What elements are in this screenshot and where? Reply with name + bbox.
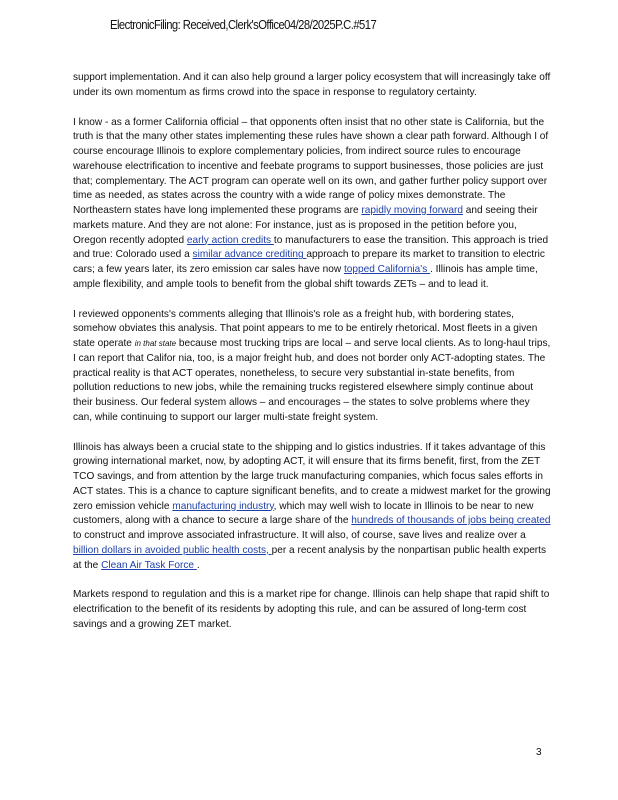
p4-text-1: Illinois has always been a crucial state to the shipping and lo gistics industries. If it takes advantage of this growing international market, now, by adopting ACT, it will ensure that its firms benefit, first, from the ZET TCO savings, and from attention by the large truck manufacturing companies, which focus sales efforts in ACT states. This is a chance to capture significant benefits, and to create a midwest market for the growing zero emission vehicle	[73, 441, 551, 512]
paragraph-3	[73, 308, 551, 426]
paragraph-4	[73, 441, 551, 574]
p3-text-2: because most trucking trips are local – and serve local clients. As to long-haul trips, I can report that Califor nia, too, is a major freight hub, and does not border only ACT-adopting states. The practical reality is that ACT operates, nonetheless, to secure very substantial in-state benefits, from pollution reductions to new jobs, while the remaining trucks registered elsewhere simply continue about their business. Our federal system allows – and encourages – the states to solve problems where they can, while continuing to support our larger multi-state freight system.	[73, 338, 551, 423]
p4-text-3: to construct and improve associated infrastructure. It will also, of course, save lives and realize over a	[73, 530, 526, 541]
link-hundreds-of-thousands-of-jobs[interactable]: hundreds of thousands of jobs being created	[351, 515, 551, 527]
link-similar-advance-crediting[interactable]: similar advance crediting	[192, 249, 307, 261]
filing-stamp-header: ElectronicFiling: Received,Clerk'sOffice04/28/2025P.C.#517	[110, 18, 377, 32]
p2-text-3: to manufacturers to ease the transition. This approach is tried and true: Colorado used a	[73, 234, 549, 261]
link-manufacturing-industry[interactable]: manufacturing industry	[172, 500, 274, 512]
p3-text-1: I reviewed opponents's comments alleging that Illinois's role as a freight hub, with bordering states, somehow obviates this analysis. That point appears to me to be entirely rhetorical. Most fleets in a given state operate	[73, 308, 538, 349]
paragraph-1: support implementation. And it can also help ground a larger policy ecosystem that will increasingly take off under its own momentum as firms crowd into the space in response to regulatory certainty.	[73, 72, 551, 98]
link-billion-dollars-health-costs[interactable]: billion dollars in avoided public health costs,	[73, 544, 272, 556]
paragraph-2	[73, 116, 551, 293]
letter-body	[73, 71, 551, 648]
p4-text-2: , which may well wish to locate in Illinois to be near to new customers, along with a chance to secure a large share of the	[73, 500, 534, 527]
p3-small-text: in that state	[134, 339, 177, 348]
p2-text-4: approach to prepare its market to transition to electric cars; a few years later, its zero emission car sales have now	[73, 249, 545, 275]
p4-text-5: .	[196, 559, 200, 571]
link-early-action-credits[interactable]: early action credits	[186, 234, 274, 246]
link-topped-californias[interactable]: topped California's	[343, 264, 431, 275]
page-number: 3	[536, 747, 542, 758]
p2-text-1: I know - as a former California official – that opponents often insist that no other state is California, but the truth is that the many other states implementing these rules have shown a clear path forward. Although I of course encourage Illinois to explore complementary policies, from indirect source rules to encourage warehouse electrification to incentive and feebate programs to support businesses, those policies are just that; complementary. The ACT program can operate well on its own, and gather further policy support over time as needed, as states across the country with a wide range of policy mixes demonstrate. The Northeastern states have long implemented these programs are	[73, 116, 549, 216]
p4-text-4: per a recent analysis by the nonpartisan public health experts at the	[73, 544, 547, 571]
link-clean-air-task-force[interactable]: Clean Air Task Force	[101, 559, 197, 571]
p2-text-2: and seeing their markets mature. And they are not alone: For instance, just as is proposed in the petition before you, Oregon recently adopted	[73, 205, 538, 246]
link-rapidly-moving-forward[interactable]: rapidly moving forward	[361, 205, 463, 216]
p2-text-5: . Illinois has ample time, ample flexibility, and ample tools to benefit from the global shift towards ZETs – and to lead it.	[73, 264, 538, 290]
paragraph-5: Markets respond to regulation and this is a market ripe for change. Illinois can help shape that rapid shift to electrification to the benefit of its residents by adopting this rule, and can be assured of long-term cost savings and a growing ZET market.	[73, 589, 550, 630]
